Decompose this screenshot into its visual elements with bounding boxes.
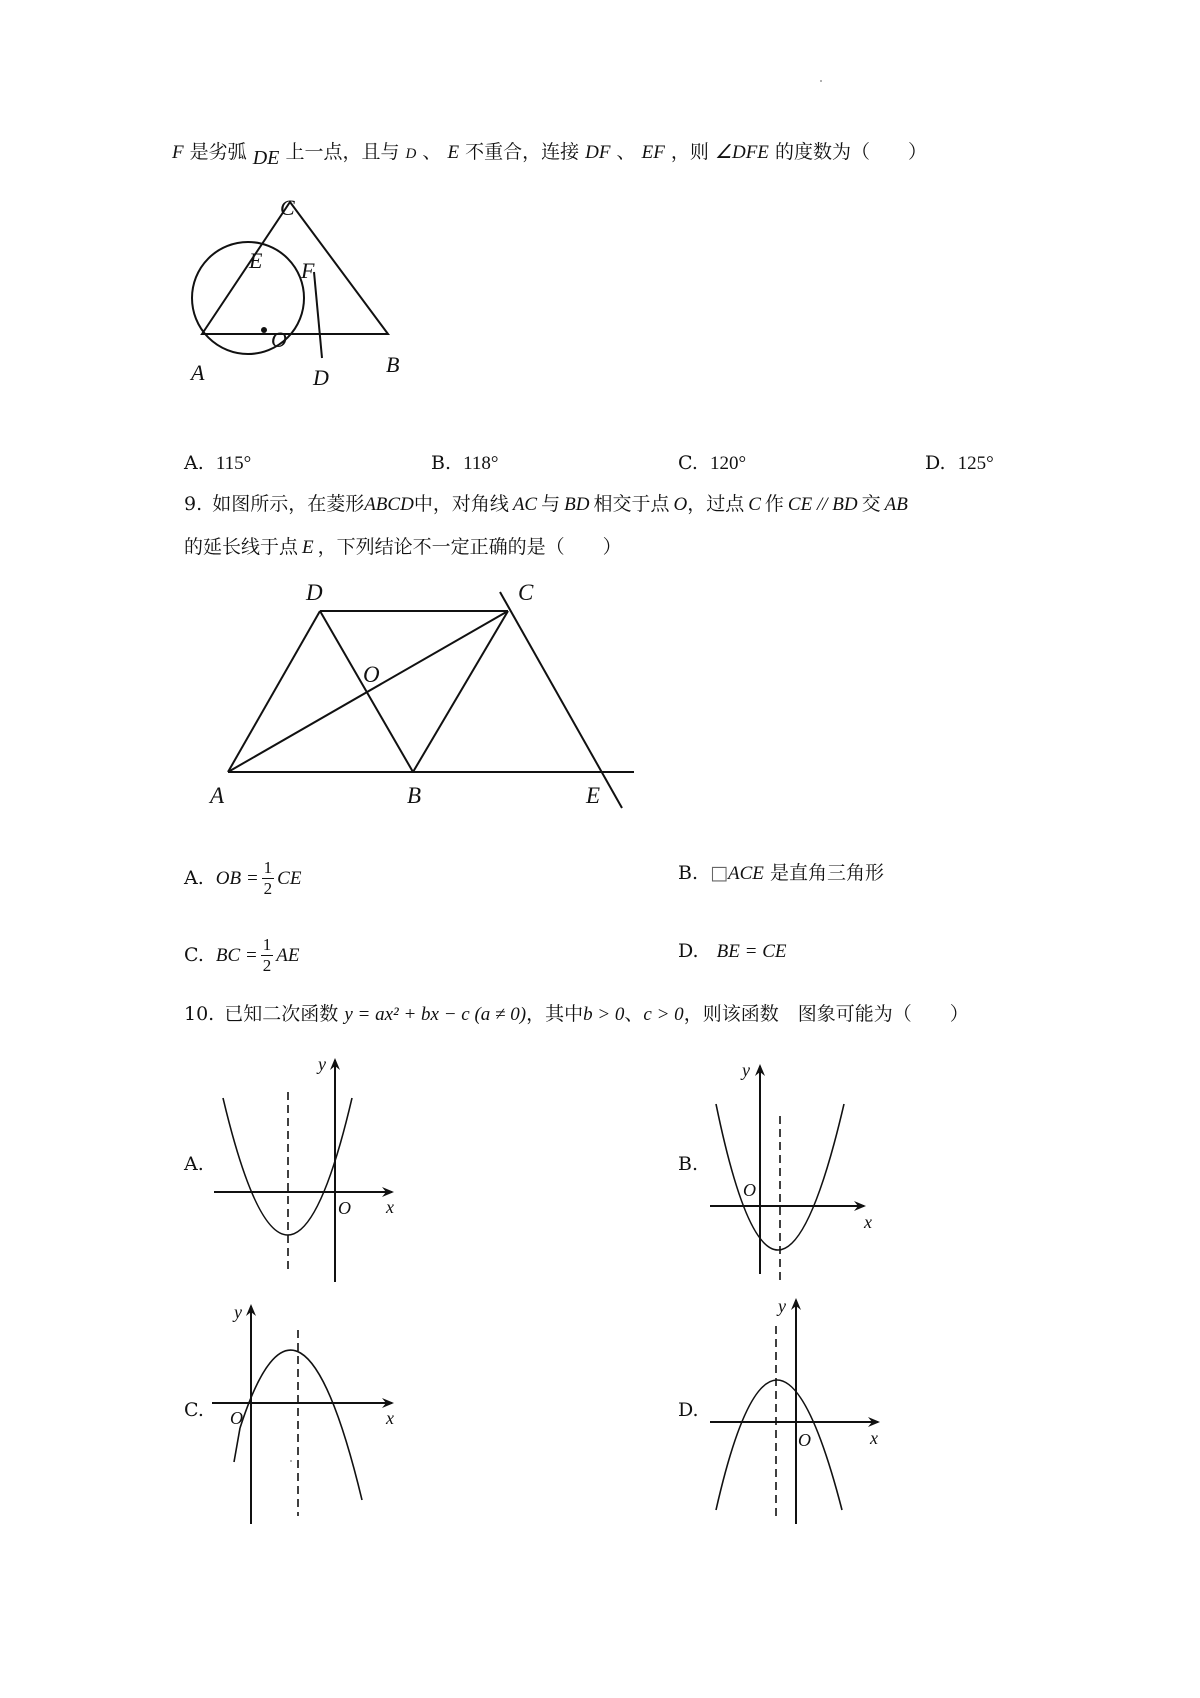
q10-graph-d bbox=[710, 1296, 878, 1524]
q10-number: 10. bbox=[184, 1003, 215, 1025]
q10-option-c-key: C. bbox=[184, 1399, 204, 1421]
q10-a-label-y: y bbox=[318, 1054, 326, 1074]
q10-option-d-key: D. bbox=[678, 1399, 699, 1421]
q9-label-O: O bbox=[363, 662, 380, 687]
q10-cond-b: b > 0 bbox=[583, 1004, 625, 1025]
q8-label-B: B bbox=[386, 352, 400, 377]
q8-sep-2: 、 bbox=[616, 141, 636, 163]
q10-function: y = ax² + bx − c (a ≠ 0) bbox=[344, 1004, 527, 1025]
q8-label-D: D bbox=[313, 365, 329, 390]
q9-text-4: 相交于点 bbox=[593, 493, 670, 515]
q10-graph-b bbox=[710, 1060, 872, 1280]
q10-c-label-o: O bbox=[230, 1408, 243, 1428]
q8-text-3: 不重合，连接 bbox=[465, 141, 580, 163]
q9-text-1: 如图所示，在菱形 bbox=[212, 493, 365, 515]
q9-label-E: E bbox=[586, 783, 601, 808]
q10-d-label-y: y bbox=[778, 1296, 786, 1316]
q9-text-7: 交 bbox=[861, 493, 881, 515]
q9-var-AC: AC bbox=[512, 494, 538, 515]
q9-text-5: ，过点 bbox=[687, 493, 745, 515]
q10-c-label-y: y bbox=[234, 1302, 242, 1322]
q8-arc-DE: DE bbox=[252, 147, 280, 169]
q9-option-b-key: B. bbox=[678, 862, 699, 884]
q8-option-c-key: C. bbox=[678, 452, 698, 474]
q9-label-B: B bbox=[407, 783, 422, 808]
q10-d-parabola bbox=[716, 1380, 842, 1510]
q9-line2-text-1: 的延长线于点 bbox=[184, 536, 299, 558]
q10-text-2: ，其中 bbox=[526, 1003, 584, 1025]
q9-var-CEparBD: CE // BD bbox=[787, 494, 858, 515]
q8-label-E: E bbox=[249, 248, 263, 273]
q9-option-d-text: BE = CE bbox=[716, 941, 787, 962]
q9-line2-var-E: E bbox=[302, 537, 314, 558]
q9-option-a-key: A. bbox=[184, 866, 204, 889]
q8-option-d-text: 125° bbox=[957, 453, 994, 474]
q10-cond-c: c > 0 bbox=[643, 1004, 684, 1025]
q8-angle-DFE: ∠DFE bbox=[714, 142, 769, 163]
q9-option-a-denominator: 2 bbox=[263, 878, 273, 898]
q10-graph-c bbox=[212, 1302, 394, 1524]
q10-b-label-o: O bbox=[743, 1180, 756, 1200]
q8-option-b-key: B. bbox=[431, 452, 452, 474]
q9-text-6: 作 bbox=[764, 493, 784, 515]
q8-text-1: 是劣弧 bbox=[189, 141, 247, 163]
q10-sep: 、 bbox=[624, 1003, 644, 1025]
q9-var-AB: AB bbox=[884, 494, 908, 515]
q8-label-A: A bbox=[191, 360, 205, 385]
q8-label-F: F bbox=[301, 258, 315, 283]
q9-option-a-rhs: CE bbox=[277, 867, 302, 889]
q8-text-5: 的度数为（ ） bbox=[774, 141, 927, 163]
q9-option-c-rhs: AE bbox=[276, 944, 300, 966]
q9-text-2: 中，对角线 bbox=[413, 493, 509, 515]
q10-c-parabola bbox=[240, 1350, 362, 1500]
q9-var-C: C bbox=[748, 494, 761, 515]
q9-option-c-numerator: 1 bbox=[262, 935, 272, 954]
q8-option-c-text: 120° bbox=[709, 453, 747, 474]
q9-option-a-numerator: 1 bbox=[263, 858, 273, 877]
q8-var-F: F bbox=[172, 142, 184, 163]
q8-label-O: O bbox=[271, 327, 287, 352]
q10-b-parabola bbox=[716, 1104, 844, 1250]
q9-label-D: D bbox=[306, 580, 323, 605]
q8-var-DF: DF bbox=[585, 142, 611, 163]
q8-option-a-text: 115° bbox=[215, 453, 252, 474]
q10-a-label-o: O bbox=[338, 1198, 351, 1218]
q10-option-b-key: B. bbox=[678, 1153, 699, 1175]
q10-d-label-o: O bbox=[798, 1430, 811, 1450]
q9-var-BD: BD bbox=[564, 494, 590, 515]
q9-var-ABCD: ABCD bbox=[364, 494, 414, 515]
q10-option-a-key: A. bbox=[184, 1153, 204, 1175]
q9-option-c-denominator: 2 bbox=[262, 955, 272, 975]
q9-option-b-triangle: ACE bbox=[728, 863, 764, 884]
q8-var-EF: EF bbox=[641, 142, 665, 163]
q8-label-C: C bbox=[280, 195, 295, 220]
q10-c-label-x: x bbox=[386, 1408, 394, 1428]
q9-number: 9. bbox=[184, 493, 203, 515]
q10-b-label-y: y bbox=[742, 1060, 750, 1080]
q8-option-d-key: D. bbox=[925, 452, 946, 474]
q9-option-d-key: D. bbox=[678, 940, 699, 962]
q8-text-2: 上一点，且与 bbox=[285, 141, 400, 163]
q8-option-a-key: A. bbox=[184, 452, 204, 474]
q9-label-C: C bbox=[518, 580, 534, 605]
q9-option-c-lhs: BC = bbox=[215, 944, 258, 966]
q10-a-label-x: x bbox=[386, 1197, 394, 1217]
q9-option-a-lhs: OB = bbox=[215, 867, 259, 889]
q9-line2-text-2: ，下列结论不一定正确的是（ ） bbox=[317, 536, 622, 558]
q10-text-3: ，则该函数 图象可能为（ ） bbox=[683, 1003, 969, 1025]
q8-sep-1: 、 bbox=[422, 141, 442, 163]
q8-var-E: E bbox=[447, 142, 460, 163]
q9-var-O: O bbox=[673, 494, 688, 515]
q10-graph-a bbox=[214, 1054, 394, 1282]
q9-option-c-key: C. bbox=[184, 943, 204, 966]
q9-text-3: 与 bbox=[541, 493, 561, 515]
q9-label-A: A bbox=[210, 783, 225, 808]
q8-var-D: D bbox=[405, 146, 417, 162]
q8-text-4: ，则 bbox=[670, 141, 709, 163]
q8-option-b-text: 118° bbox=[463, 453, 499, 474]
q10-c-parabola-left-tail bbox=[234, 1428, 240, 1462]
q9-option-b-text: 是直角三角形 bbox=[769, 862, 884, 884]
q10-b-label-x: x bbox=[864, 1212, 872, 1232]
q9-option-b-box: □ bbox=[710, 862, 729, 884]
q10-text-1: 已知二次函数 bbox=[224, 1003, 339, 1025]
q10-d-label-x: x bbox=[870, 1428, 878, 1448]
